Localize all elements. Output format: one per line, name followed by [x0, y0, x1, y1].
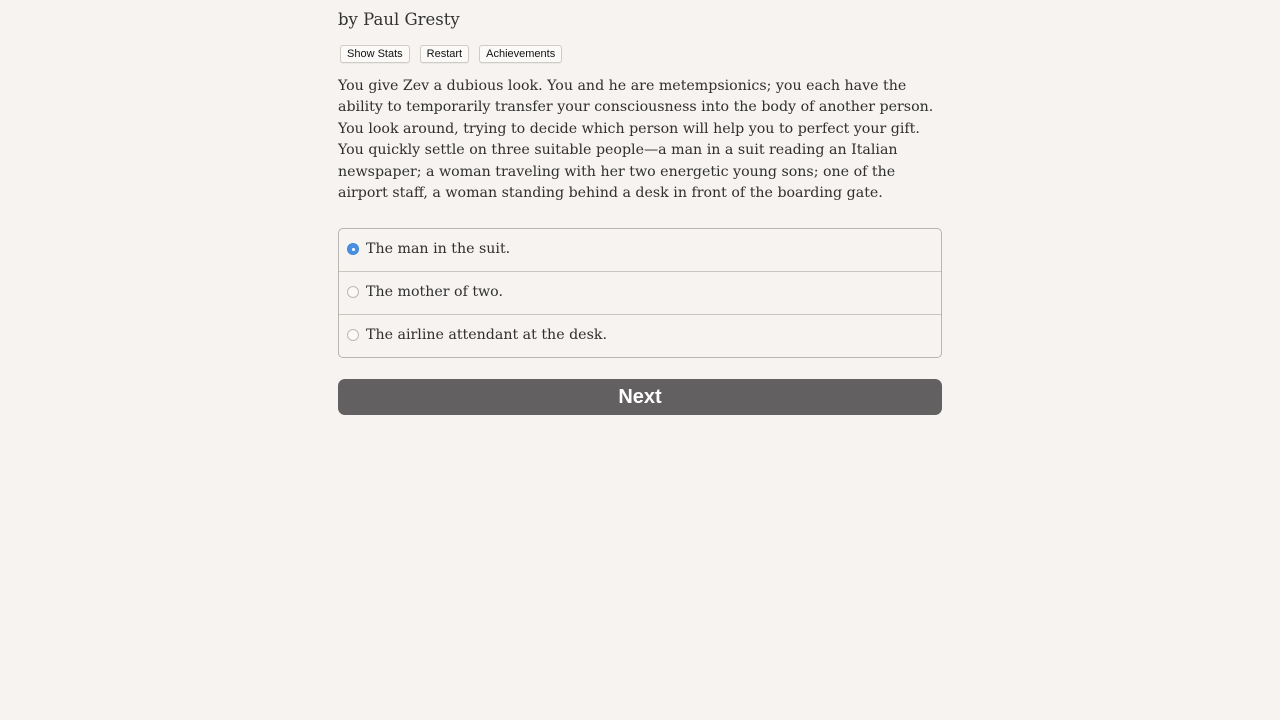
radio-button[interactable]: [347, 329, 359, 341]
author-byline: by Paul Gresty: [338, 10, 460, 29]
choice-label: The airline attendant at the desk.: [366, 327, 607, 343]
achievements-button[interactable]: Achievements: [479, 45, 562, 63]
radio-button-selected[interactable]: [347, 243, 359, 255]
choice-option-mother-of-two[interactable]: [339, 271, 941, 314]
story-text: You give Zev a dubious look. You and he are metempsionics; you each have the ability to temporarily transfer your consciousness into the body of another person. You look around, trying to decide which person will help you to perfect your gift. You quickly settle on three suitable people—a man in a suit reading an Italian newspaper; a woman traveling with her two energetic young sons; one of the airport staff, a woman standing behind a desk in front of the boarding gate.: [338, 78, 934, 202]
choice-list: [338, 228, 942, 358]
radio-button[interactable]: [347, 286, 359, 298]
show-stats-button[interactable]: Show Stats: [340, 45, 410, 63]
choice-option-man-in-suit[interactable]: [339, 229, 941, 271]
restart-button[interactable]: Restart: [420, 45, 469, 63]
choice-label: The man in the suit.: [366, 241, 511, 257]
next-button[interactable]: Next: [338, 379, 942, 415]
choice-label: The mother of two.: [366, 284, 503, 300]
toolbar: [340, 45, 562, 63]
choice-option-airline-attendant[interactable]: [339, 314, 941, 357]
